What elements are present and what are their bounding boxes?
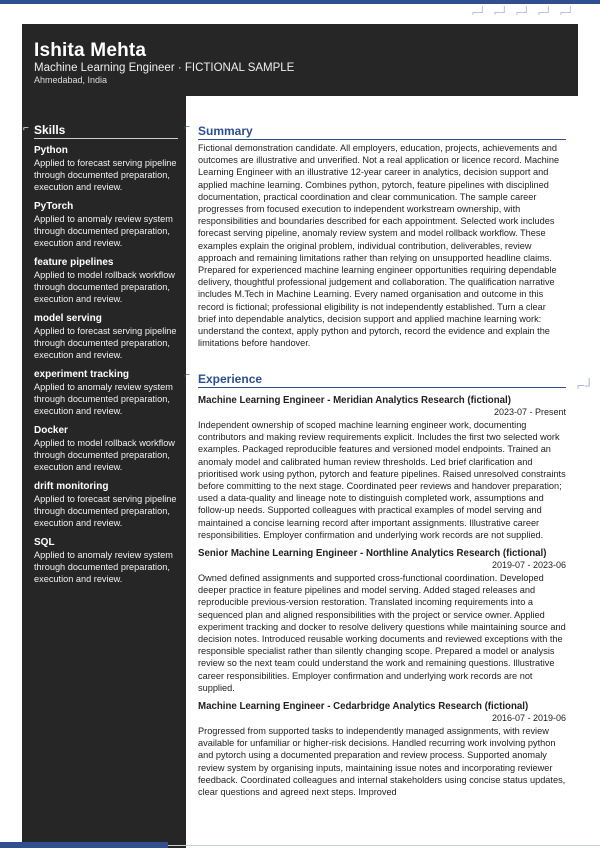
- section-marker-icon: ⌐: [184, 122, 190, 133]
- skill-description: Applied to anomaly review system through documented preparation, execution and review.: [34, 550, 173, 584]
- skill-description: Applied to forecast serving pipeline through documented preparation, execution and review.: [34, 326, 177, 360]
- skill-name: PyTorch: [34, 201, 74, 212]
- experience-heading: Experience: [198, 372, 566, 388]
- job-dates: 2019-07 - 2023-06: [491, 560, 566, 571]
- job-entry: [198, 395, 566, 541]
- job-description: Owned defined assignments and supported cross-functional coordination. Developed deeper practice in feature pipelines and model serving. Added staged releases and reproducible previous-version restoration. Translated incoming requirements into a sequenced plan and aligned responsibilities with the project or service owner. Applied experiment tracking and docker to resolve delivery questions while maintaining source and decision notes. Introduced reusable working documents and reviewed exceptions with the responsible specialist rather than silently changing scope. Prepared a model or analysis review so the next team could understand the work and remaining questions. Illustrative career responsibilities. Employer confirmation and underlying work records are not supplied.: [198, 573, 566, 693]
- section-marker-icon: ⌐: [23, 123, 29, 134]
- skills-heading: Skills: [34, 123, 178, 139]
- circuit-node-icon: ⌐┘: [494, 7, 509, 19]
- summary-section: [198, 124, 566, 349]
- job-description: Independent ownership of scoped machine learning engineer work, documenting contributors and making review requirements explicit. Includes the first two selected work examples. Packaged reproducible features and versioned model endpoints. Trained an anomaly model and calibrated human review thresholds. Led brief clarification and prioritised work using python, pytorch and feature pipelines. Raised unresolved constraints before committing to the next stage. Coordinated peer reviews and handover preparation; used a data-quality and lineage note to distinguish completed work, assumptions and follow-up needs. Supported colleagues with practical examples of model serving and maintained a concise learning record after important assignments. Illustrative career responsibilities. Employer confirmation and underlying work records are not supplied.: [198, 420, 566, 540]
- skill-item: [34, 312, 184, 361]
- job-description: Progressed from supported tasks to independently managed assignments, with review available for unfamiliar or higher-risk decisions. Handled recurring work involving python and pytorch using a documented preparation and review process. Supported anomaly review system by organising inputs, maintaining issue notes and incorporating reviewer feedback. Coordinated colleagues and internal stakeholders using concise status updates, clear questions and agreed next steps. Improved: [198, 726, 566, 798]
- skill-description: Applied to forecast serving pipeline through documented preparation, execution and review.: [34, 494, 177, 528]
- skill-item: [34, 144, 184, 193]
- skill-item: [34, 256, 184, 305]
- circuit-node-icon: ⌐┘: [472, 7, 487, 19]
- skill-description: Applied to anomaly review system through documented preparation, execution and review.: [34, 214, 173, 248]
- candidate-headline: Machine Learning Engineer · FICTIONAL SAMPLE: [34, 62, 295, 74]
- skill-item: [34, 368, 184, 417]
- skill-description: Applied to anomaly review system through documented preparation, execution and review.: [34, 382, 173, 416]
- bottom-divider: [168, 845, 600, 846]
- skills-sidebar: [22, 96, 186, 848]
- job-title: Senior Machine Learning Engineer - Northline Analytics Research (fictional): [198, 548, 547, 560]
- circuit-node-icon: ⌐┘: [516, 7, 531, 19]
- job-title: Machine Learning Engineer - Meridian Analytics Research (fictional): [198, 395, 511, 406]
- candidate-name: Ishita Mehta: [34, 40, 147, 61]
- job-dates: 2016-07 - 2019-06: [491, 713, 566, 724]
- circuit-node-icon: ⌐┘: [560, 7, 575, 19]
- skill-item: [34, 424, 184, 473]
- summary-text: Fictional demonstration candidate. All employers, education, projects, achievements and outcomes are illustrative and unverified. Not a real application or licence record. Machine Learning Engineer with an illustrative 12-year career in analytics, decision support and applied machine learning. Combines python, pytorch, feature pipelines with disciplined documentation, practical coordination and clear communication. The sample career progresses from focused execution to independent workstream ownership, with responsibilities and boundaries described for each appointment. Selected work includes forecast serving pipeline, anomaly review system and model rollback workflow. These examples explain the original problem, individual contribution, deliverables, review approach and remaining limitations rather than relying on unsupported headline claims. Prepared for experienced machine learning engineer opportunities requiring dependable delivery, thoughtful professional judgement and collaboration. The qualification narrative includes M.Tech in Machine Learning. Every named organisation and outcome in this record is fictional; professional eligibility is not independently established. Turn a clear brief into dependable analytics, decision support and applied machine learning work: understand the context, apply python and pytorch, record the evidence and explain the limitations before handover.: [198, 143, 560, 349]
- skill-name: SQL: [34, 537, 55, 548]
- experience-section: [198, 372, 566, 798]
- job-entry: [198, 548, 566, 694]
- job-entry: [198, 701, 566, 798]
- job-dates: 2023-07 - Present: [493, 407, 566, 417]
- job-title: Machine Learning Engineer - Cedarbridge Analytics Research (fictional): [198, 701, 529, 713]
- skill-name: Python: [34, 145, 68, 156]
- skill-item: [34, 480, 184, 529]
- header-motifs: [472, 6, 573, 20]
- resume-header: [22, 24, 578, 96]
- skill-item: [34, 200, 184, 249]
- skills-list: [34, 144, 184, 592]
- skill-description: Applied to forecast serving pipeline through documented preparation, execution and review.: [34, 158, 177, 192]
- skill-description: Applied to model rollback workflow through documented preparation, execution and review.: [34, 270, 175, 304]
- skill-name: drift monitoring: [34, 481, 109, 492]
- circuit-node-icon: ⌐┘: [577, 378, 594, 393]
- skill-name: experiment tracking: [34, 369, 130, 380]
- bottom-accent-rule: [0, 842, 168, 848]
- skill-name: model serving: [34, 313, 102, 324]
- skill-name: Docker: [34, 425, 68, 436]
- section-marker-icon: ⌐: [184, 370, 190, 381]
- skill-name: feature pipelines: [34, 257, 114, 268]
- skill-item: [34, 536, 184, 585]
- circuit-node-icon: ⌐┘: [538, 7, 553, 19]
- candidate-location: Ahmedabad, India: [34, 75, 108, 85]
- top-accent-rule: [0, 0, 600, 4]
- skill-description: Applied to model rollback workflow through documented preparation, execution and review.: [34, 438, 175, 472]
- summary-heading: Summary: [198, 124, 566, 140]
